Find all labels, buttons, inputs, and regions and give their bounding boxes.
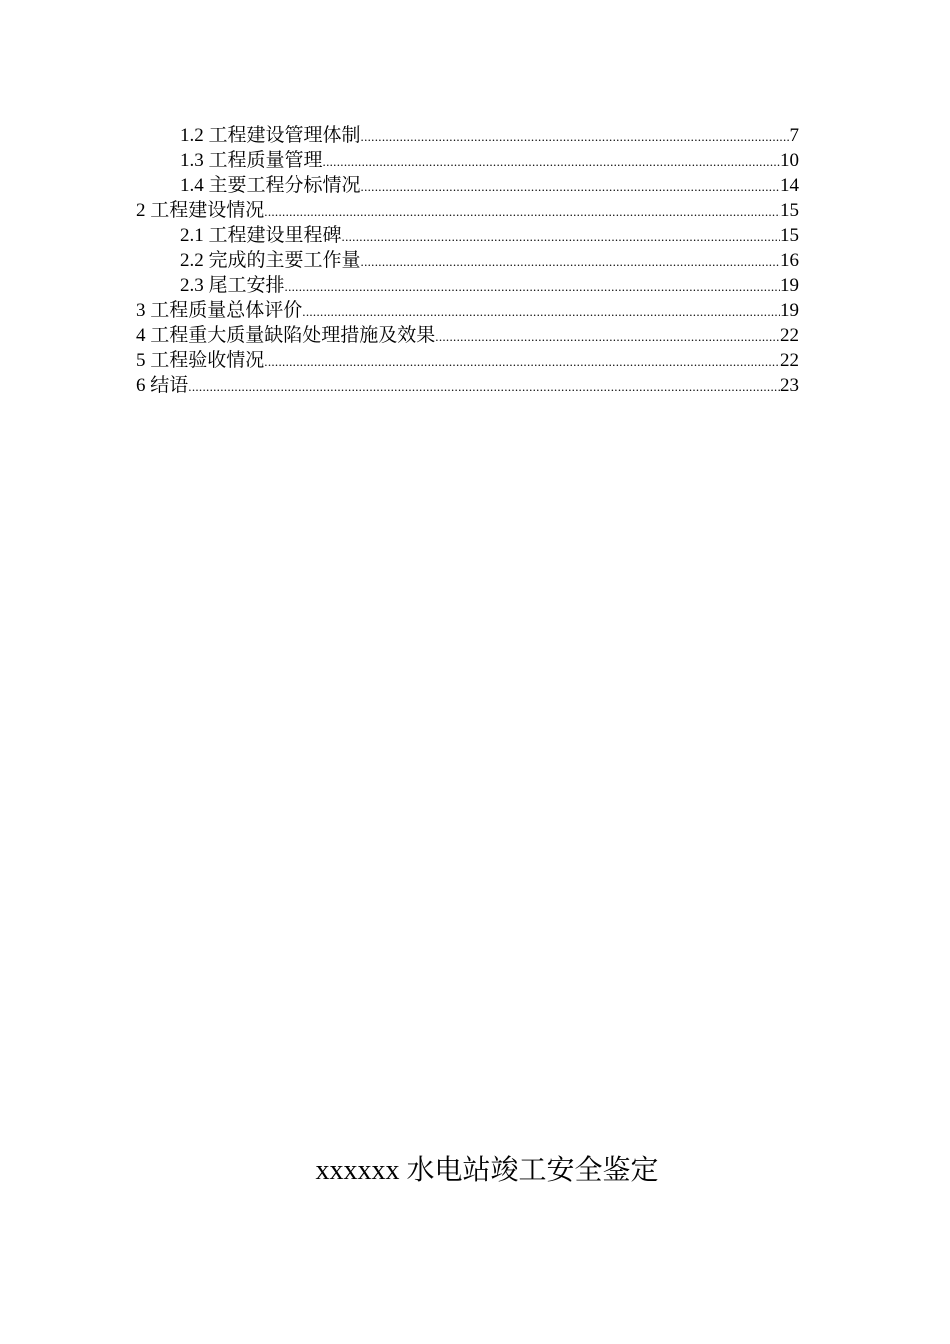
toc-page-number: 16 <box>780 250 799 271</box>
toc-leader-dots <box>264 199 780 224</box>
toc-page-number: 15 <box>780 225 799 246</box>
toc-entry-label: 2 工程建设情况 <box>136 200 265 221</box>
toc-page-number: 22 <box>780 350 799 371</box>
toc-page-number: 19 <box>780 275 799 296</box>
toc-entry-4[interactable] <box>136 323 799 348</box>
toc-entry-label: 4 工程重大质量缺陷处理措施及效果 <box>136 325 436 346</box>
toc-entry-1-4[interactable] <box>136 173 799 198</box>
toc-page-number: 14 <box>780 175 799 196</box>
toc-page-number: 23 <box>780 375 799 396</box>
table-of-contents <box>136 123 799 398</box>
toc-entry-label: 2.3 尾工安排 <box>180 275 285 296</box>
toc-entry-label: 2.2 完成的主要工作量 <box>180 250 361 271</box>
toc-entry-2-2[interactable] <box>136 248 799 273</box>
toc-leader-dots <box>264 349 780 374</box>
toc-entry-label: 6 结语 <box>136 375 189 396</box>
toc-leader-dots <box>285 274 780 299</box>
toc-leader-dots <box>361 174 780 199</box>
toc-leader-dots <box>342 224 780 249</box>
toc-entry-1-3[interactable] <box>136 148 799 173</box>
toc-leader-dots <box>435 324 780 349</box>
toc-entry-2-1[interactable] <box>136 223 799 248</box>
toc-entry-label: 2.1 工程建设里程碑 <box>180 225 342 246</box>
document-title: xxxxxx 水电站竣工安全鉴定 <box>315 1155 659 1186</box>
toc-page-number: 22 <box>780 325 799 346</box>
toc-leader-dots <box>361 249 780 274</box>
toc-leader-dots <box>361 124 790 149</box>
toc-entry-1-2[interactable] <box>136 123 799 148</box>
toc-entry-2-3[interactable] <box>136 273 799 298</box>
toc-entry-5[interactable] <box>136 348 799 373</box>
toc-page-number: 19 <box>780 300 799 321</box>
toc-entry-label: 1.2 工程建设管理体制 <box>180 125 361 146</box>
toc-leader-dots <box>188 374 780 399</box>
toc-entry-6[interactable] <box>136 373 799 398</box>
toc-leader-dots <box>323 149 780 174</box>
toc-entry-label: 5 工程验收情况 <box>136 350 265 371</box>
toc-page-number: 10 <box>780 150 799 171</box>
toc-entry-label: 1.3 工程质量管理 <box>180 150 323 171</box>
toc-page-number: 7 <box>789 125 799 146</box>
toc-entry-label: 1.4 主要工程分标情况 <box>180 175 361 196</box>
toc-entry-3[interactable] <box>136 298 799 323</box>
toc-page-number: 15 <box>780 200 799 221</box>
toc-entry-label: 3 工程质量总体评价 <box>136 300 303 321</box>
toc-entry-2[interactable] <box>136 198 799 223</box>
toc-leader-dots <box>302 299 780 324</box>
